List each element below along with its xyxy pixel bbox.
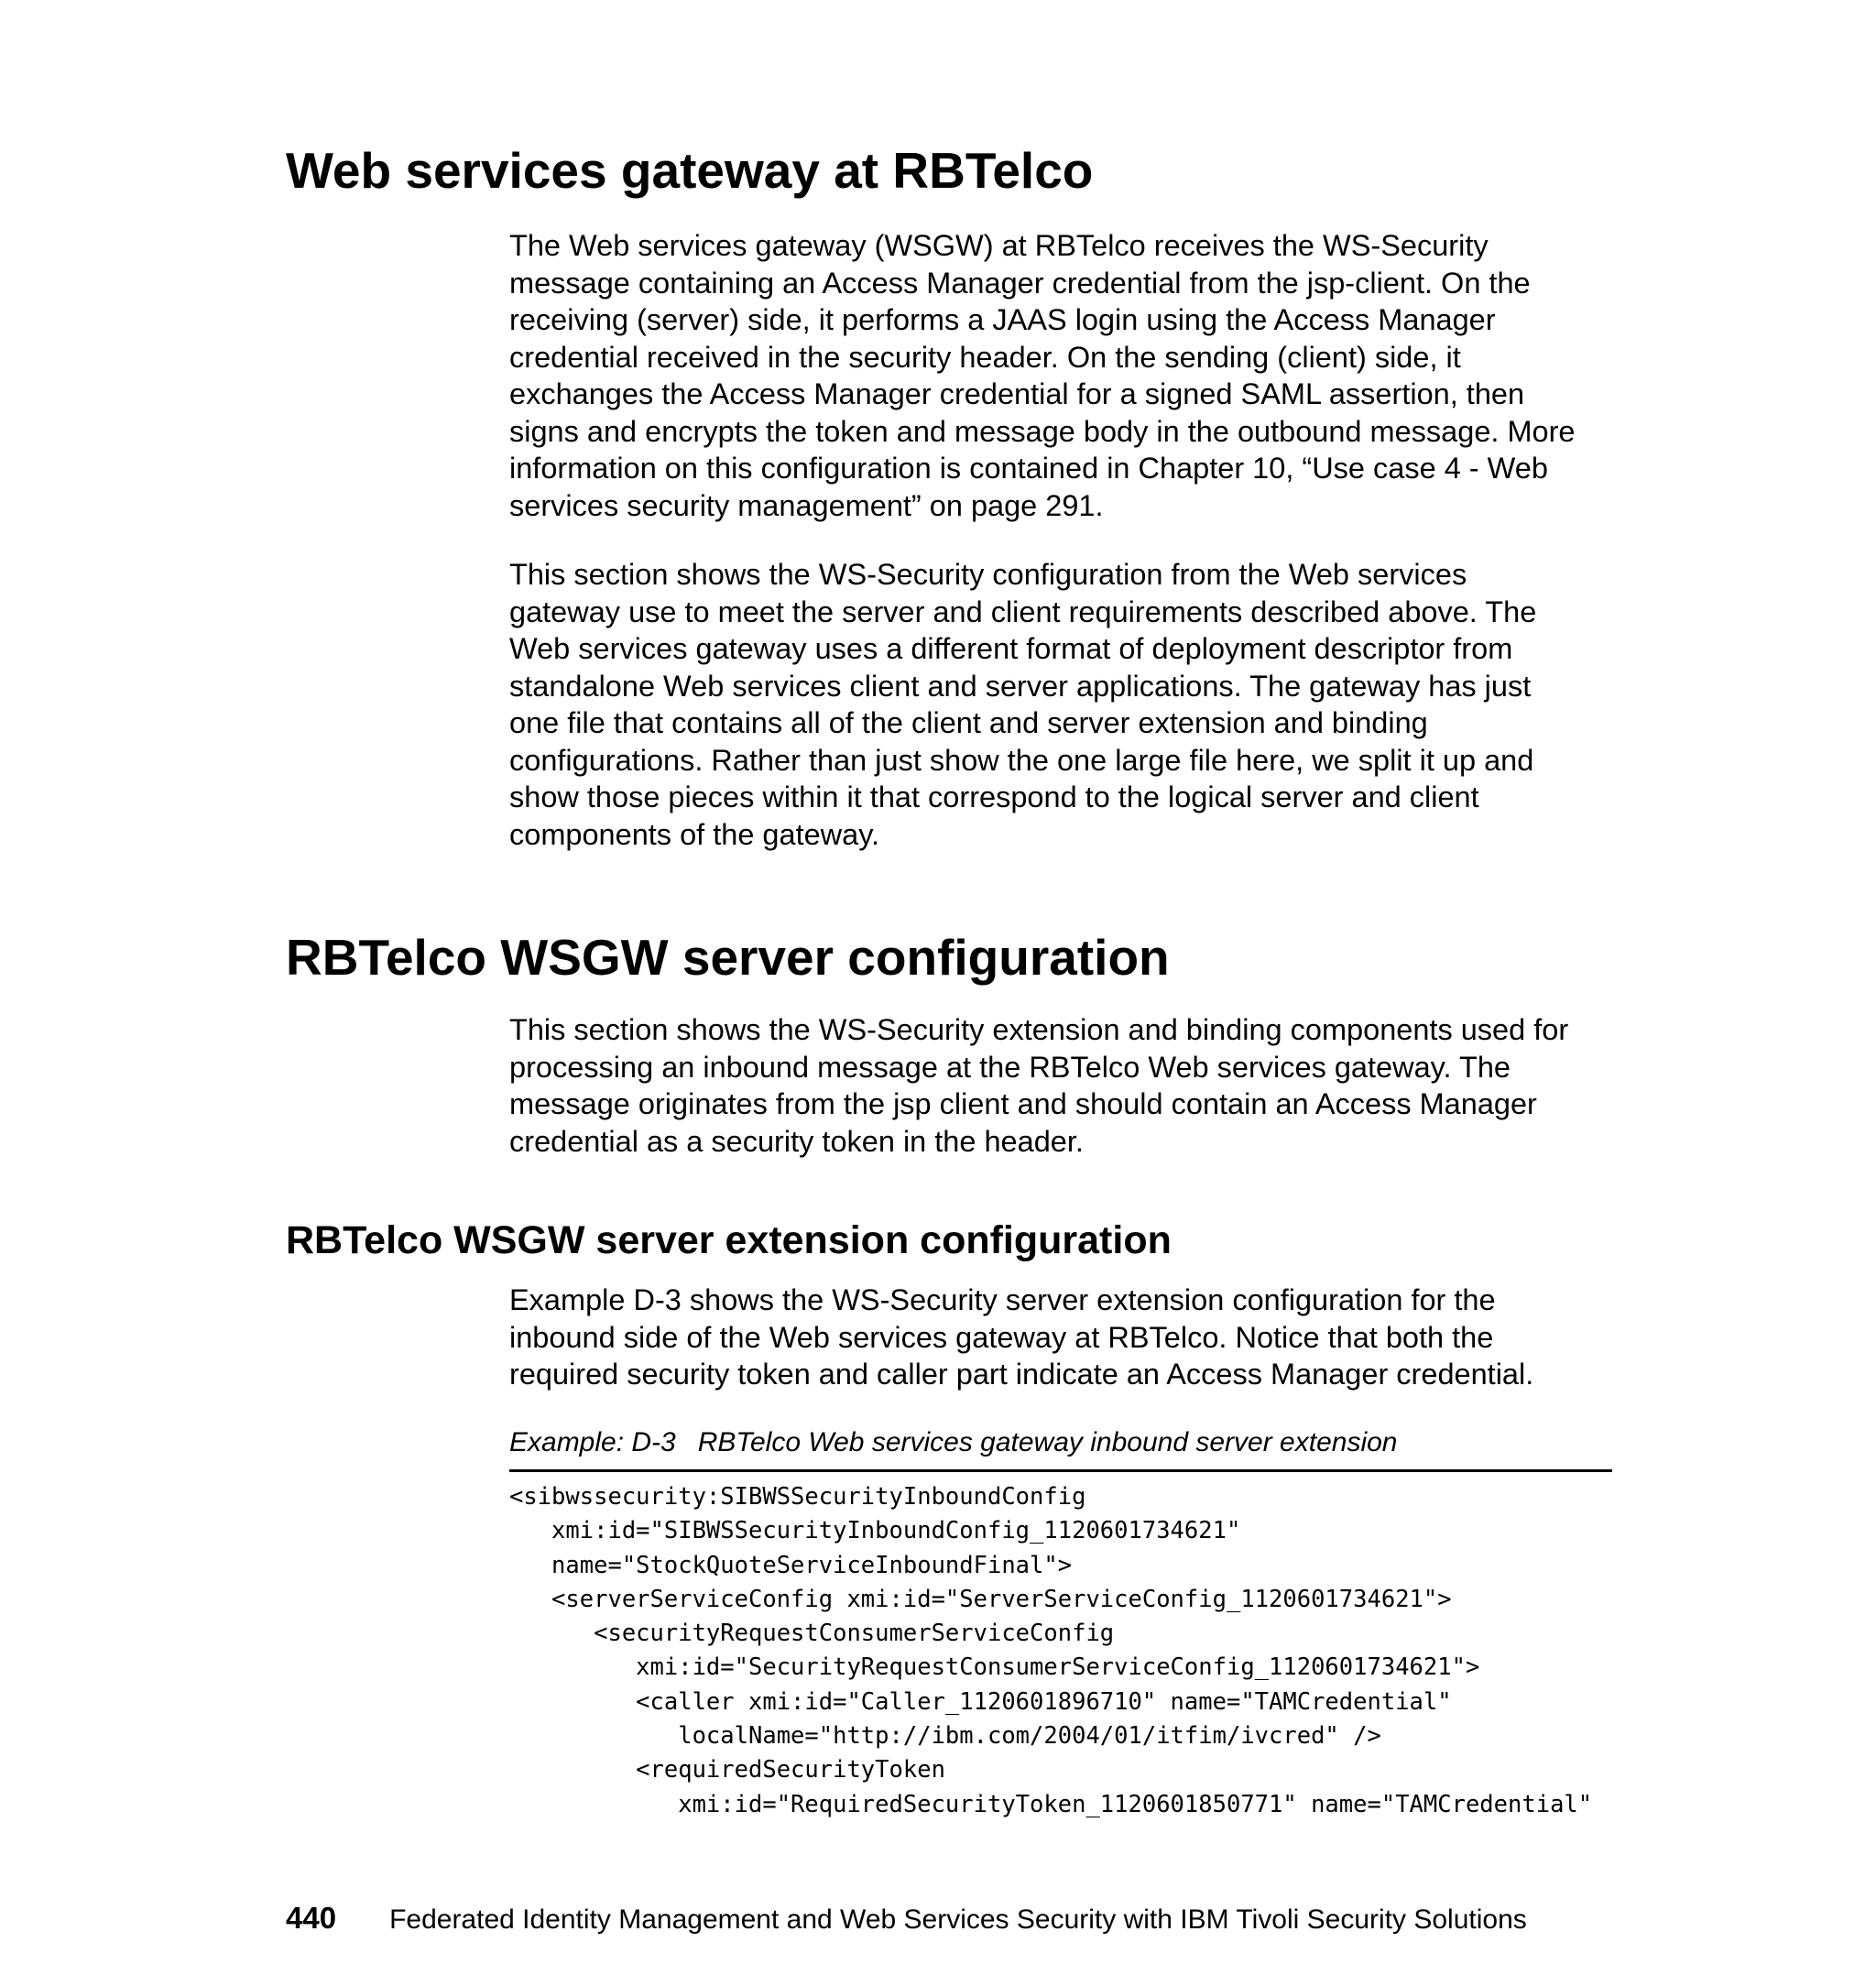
text-line: standalone Web services client and server applications. The gateway has just xyxy=(509,669,1532,703)
text-line: required security token and caller part indicate an Access Manager credential. xyxy=(509,1358,1534,1391)
text-line: receiving (server) side, it performs a JAAS login using the Access Manager xyxy=(509,303,1496,336)
text-line: message containing an Access Manager credential from the jsp-client. On the xyxy=(509,266,1531,300)
page-number: 440 xyxy=(286,1901,337,1935)
text-line: information on this configuration is contained in Chapter 10, “Use case 4 - Web xyxy=(509,452,1548,485)
example-label: Example: D-3 xyxy=(509,1427,676,1457)
text-line: credential as a security token in the header. xyxy=(509,1124,1084,1158)
text-line: exchanges the Access Manager credential for a signed SAML assertion, then xyxy=(509,377,1525,410)
section-heading: RBTelco WSGW server configuration xyxy=(286,929,1170,986)
page-footer xyxy=(286,1900,1527,1938)
caption-rule xyxy=(509,1469,1612,1472)
text-line: The Web services gateway (WSGW) at RBTelco receives the WS-Security xyxy=(509,229,1489,262)
text-line: processing an inbound message at the RBTelco Web services gateway. The xyxy=(509,1050,1511,1084)
text-line: This section shows the WS-Security extension and binding components used for xyxy=(509,1013,1569,1046)
text-line: one file that contains all of the client and server extension and binding xyxy=(509,706,1428,739)
code-line: <sibwssecurity:SIBWSSecurityInboundConfig xyxy=(509,1483,1086,1511)
code-line: <requiredSecurityToken xyxy=(509,1756,945,1784)
section-intro-paragraph xyxy=(509,227,1609,524)
code-line: xmi:id="SIBWSSecurityInboundConfig_1120601734621" xyxy=(509,1517,1241,1545)
section-body-paragraph xyxy=(509,556,1609,853)
code-listing xyxy=(509,1480,1645,1822)
code-line: xmi:id="SecurityRequestConsumerServiceConfig_1120601734621"> xyxy=(509,1653,1480,1682)
book-title: Federated Identity Management and Web Services Security with IBM Tivoli Security Solutions xyxy=(389,1904,1527,1935)
text-line: Example D-3 shows the WS-Security server extension configuration for the xyxy=(509,1283,1496,1316)
text-line: Web services gateway uses a different format of deployment descriptor from xyxy=(509,632,1513,665)
text-line: inbound side of the Web services gateway at RBTelco. Notice that both the xyxy=(509,1320,1494,1354)
code-line: xmi:id="RequiredSecurityToken_1120601850771" name="TAMCredential" xyxy=(509,1790,1593,1818)
code-line: <caller xmi:id="Caller_1120601896710" name="TAMCredential" xyxy=(509,1687,1452,1716)
subsection-heading: RBTelco WSGW server extension configuration xyxy=(286,1218,1172,1262)
section-heading: Web services gateway at RBTelco xyxy=(286,142,1094,199)
text-line: services security management” on page 291. xyxy=(509,488,1104,522)
example-caption xyxy=(509,1425,1397,1460)
code-line: <serverServiceConfig xmi:id="ServerServiceConfig_1120601734621"> xyxy=(509,1585,1452,1613)
text-line: This section shows the WS-Security configuration from the Web services xyxy=(509,558,1467,591)
code-line: localName="http://ibm.com/2004/01/itfim/ivcred" /> xyxy=(509,1722,1381,1751)
code-line: name="StockQuoteServiceInboundFinal"> xyxy=(509,1551,1073,1579)
text-line: message originates from the jsp client and should contain an Access Manager xyxy=(509,1087,1537,1120)
text-line: signs and encrypts the token and message body in the outbound message. More xyxy=(509,414,1576,448)
subsection-paragraph xyxy=(509,1282,1609,1393)
text-line: components of the gateway. xyxy=(509,817,880,851)
section-paragraph xyxy=(509,1011,1609,1160)
text-line: gateway use to meet the server and client requirements described above. The xyxy=(509,595,1537,628)
text-line: credential received in the security header. On the sending (client) side, it xyxy=(509,340,1461,374)
text-line: configurations. Rather than just show the one large file here, we split it up and xyxy=(509,743,1534,777)
text-line: show those pieces within it that correspond to the logical server and client xyxy=(509,780,1479,813)
example-title: RBTelco Web services gateway inbound server extension xyxy=(697,1427,1398,1457)
code-line: <securityRequestConsumerServiceConfig xyxy=(509,1620,1115,1648)
